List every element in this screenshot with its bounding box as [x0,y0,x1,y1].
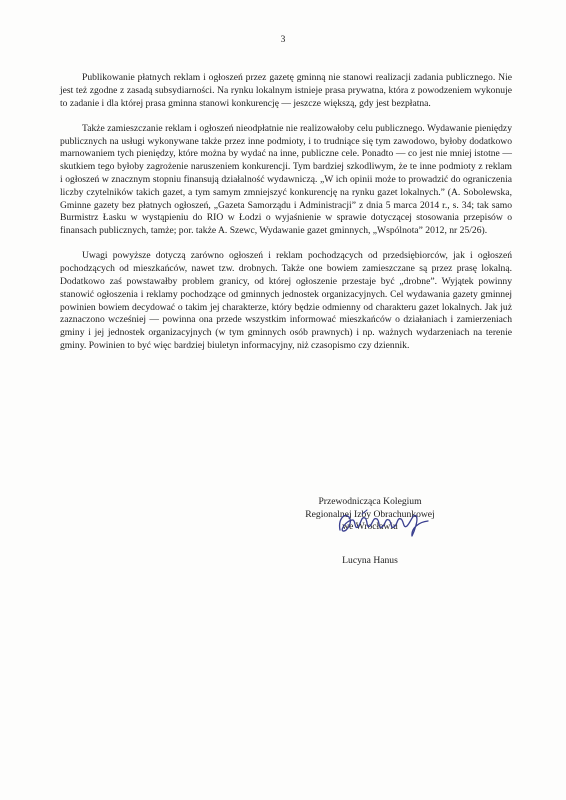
signatory-name: Lucyna Hanus [342,554,398,566]
signatory-title-line-2: Regionalnej Izby Obrachunkowej [305,508,435,520]
paragraph-remarks: Uwagi powyższe dotyczą zarówno ogłoszeń i reklam pochodzących od przedsiębiorców, jak i ogłoszeń pochodzących od mieszkańców, nawet tzw. drobnych. Także one bowiem zamieszczane są przez prasę lokalną. Dodatkowo zaś powstawałby problem granicy, od której ogłoszenie przestaje być „drobne”. Wyjątek powinny stanowić ogłoszenia i reklamy pochodzące od gminnych jednostek organizacyjnych. Cel wydawania gazety gminnej powinien bowiem decydować o takim jej charakterze, który będzie odmienny od charakteru gazet lokalnych. Jak już zaznaczono wcześniej — powinna ona przede wszystkim informować mieszkańców o działaniach i zamierzeniach gminy i jej jednostek organizacyjnych (w tym gminnych osób prawnych) i np. ważnych wydarzeniach na terenie gminy. Powinien to być więc bardziej biuletyn informacyjny, niż czasopismo czy dziennik. [60,250,512,351]
paragraph-paid-ads: Publikowanie płatnych reklam i ogłoszeń przez gazetę gminną nie stanowi realizacji zadania publicznego. Nie jest też zgodne z zasadą subsydiarności. Na rynku lokalnym istnieje prasa prywatna, która z powodzeniem wykonuje to zadanie i dla której prasa gminna stanowi konkurencję — jeszcze większą, gdy jest bezpłatna. [60,72,512,109]
paragraph-free-ads: Także zamieszczanie reklam i ogłoszeń nieodpłatnie nie realizowałoby celu publicznego. Wydawanie pieniędzy publicznych na usługi wykonywane także przez inne podmioty, i to trudniące się tym zawodowo, byłoby dodatkowo marnowaniem tych pieniędzy, które można by wydać na inne, publiczne cele. Ponadto — co jest nie mniej istotne — skutkiem tego byłoby zagrożenie naruszeniem konkurencji. Tym bardziej szkodliwym, że te inne podmioty z reklam i ogłoszeń w znacznym stopniu finansują działalność wydawniczą. „W ich opinii może to prowadzić do ograniczenia liczby czytelników takich gazet, a tym samym zmniejszyć konkurencję na rynku gazet lokalnych.” (A. Sobolewska, Gminne gazety bez płatnych ogłoszeń, „Gazeta Samorządu i Administracji” z dnia 5 marca 2014 r., s. 34; tak samo Burmistrz Łasku w wystąpieniu do RIO w Łodzi o wyjaśnienie w sprawie dotyczącej stosowania przepisów o finansach publicznych, tamże; por. także A. Szewc, Wydawanie gazet gminnych, „Wspólnota” 2012, nr 25/26). [60,122,512,237]
handwritten-signature [334,508,434,538]
page-number: 3 [280,35,286,45]
signatory-title-line-1: Przewodnicząca Kolegium [318,496,422,507]
signatory-title-line-3: we Wrocławiu [342,521,398,533]
body-text [60,72,512,365]
